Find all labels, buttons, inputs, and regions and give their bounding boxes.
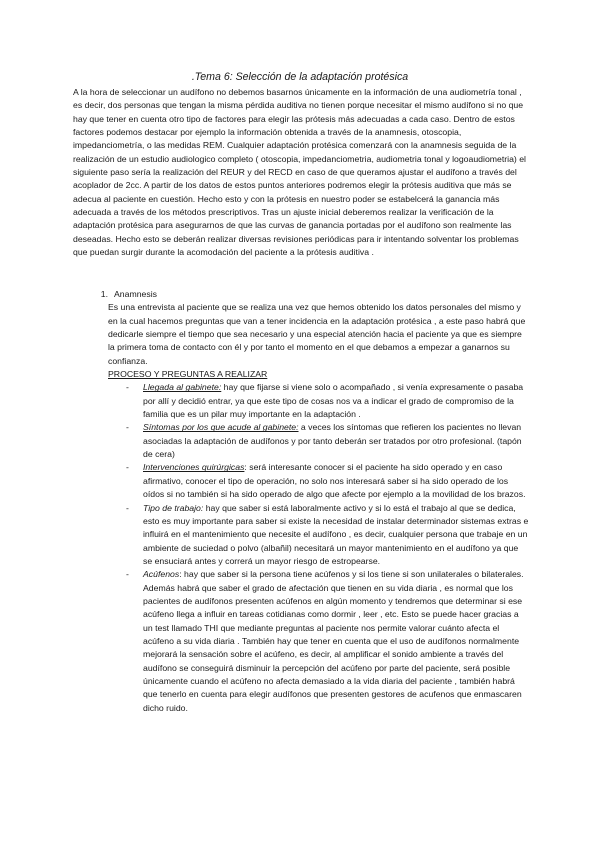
list-item (126, 381, 529, 421)
list-bullet: - (126, 569, 129, 580)
list-item (126, 421, 529, 461)
section-paragraph: Es una entrevista al paciente que se realiza una vez que hemos obtenido los datos personales del mismo y en la cual hacemos preguntas que van a tener incidencia en la adaptación protésica , a este paso habrá que dedicarle siempre el tiempo que sea necesario y una especial atención hacia el paciente ya que es siempre la primera toma de contacto con él y por tanto el momento en el que debamos a empezar a ganarnos su confianza. (108, 302, 526, 366)
item-text: : hay que saber si la persona tiene acúfenos y si los tiene si son unilaterales o bilaterales. Además habrá que saber el grado de afectación que tienen en su vida diaria , es normal que los pacientes de audífonos presenten acúfenos en algún momento y tendremos que determinar si ese acúfeno llega a influir en tareas cotidianas como dormir , leer , etc. Esto se puede hacer gracias a un test llamado THI que mediante preguntas al paciente nos permite valorar cuánto afecta el acúfeno a su vida diaria . También hay que tener en cuenta que el uso de audífonos normalmente mejorará la sensación sobre el acúfeno, es decir, al amplificar el sonido ambiente a través del audífono se conseguirá disminuir la percepción del acúfeno por parte del paciente, será posible únicamente cuando el acúfeno no afecta demasiado a la vida diaria del paciente , también habrá que tenerlo en cuenta para elegir audífonos que presenten gestores de acufenos que enmascaren dicho ruido. (143, 569, 524, 713)
intro-paragraph: A la hora de seleccionar un audífono no debemos basarnos únicamente en la información de una audiometría tonal , es decir, dos personas que tengan la misma pérdida auditiva no tienen porque necesitar el mismo audífono si no que hay que tener en cuenta otro tipo de factores para elegir las prótesis más adecuadas a cada caso. Dentro de estos factores podemos destacar por ejemplo la información obtenida a través de la anamnesis, otoscopia, impedanciometría, o las medidas REM. Cualquier adaptación protésica comenzará con la anamnesis seguida de la realización de un estudio audiologico completo ( otoscopia, impedanciometria, audiometria tonal y logoaudiometria) el siguiente paso sería la realización del REUR y del RECD en caso de que queramos ajustar el audífono a través del acoplador de 2cc. A partir de los datos de estos puntos anteriores podremos elegir la prótesis auditiva que más se adecua al paciente en cuestión. Hecho esto y con la prótesis en nuestro poder se estabelcerá la ganancia más adecuada a través de los métodos prescriptivos. Tras un ajuste inicial deberemos realizar la verificación de la adaptación protésica para asegurarnos de que las curvas de ganancia portadas por el audífono son realmente las deseadas. Hecho esto se deberán realizar diversas revisiones periódicas para ir intentando solventar los problemas que puedan surgir durante la acomodación del paciente a la prótesis auditiva . (73, 87, 526, 258)
section-heading (73, 288, 529, 301)
section-anamnesis (73, 288, 529, 715)
item-lead: Tipo de trabajo: (143, 502, 204, 513)
list-bullet: - (126, 422, 129, 433)
item-text: : será interesante conocer si el paciente ha sido operado y en caso afirmativo, conocer el tipo de operación, no solo nos interesará saber si ha sido operado de los oídos si no también si ha sido operado de algo que afecte por ejemplo a la movilidad de los brazos. (143, 462, 526, 500)
list-bullet: - (126, 502, 129, 513)
list-bullet: - (126, 382, 129, 393)
list-item (126, 502, 529, 569)
list-item (126, 568, 529, 715)
item-lead: Acúfenos (143, 569, 180, 580)
list-item (126, 461, 529, 501)
item-text: a veces los síntomas que refieren los pacientes no llevan asociadas la adaptación de audífonos y por tanto deberán ser tratados por otro profesional. (tapón de cera) (143, 422, 522, 460)
process-subheading: PROCESO Y PREGUNTAS A REALIZAR (108, 369, 268, 380)
item-lead: Llegada al gabinete: (143, 382, 222, 393)
questions-list (73, 381, 529, 715)
item-text: hay que saber si está laboralmente activo y si lo está el trabajo al que se dedica, esto es muy importante para saber si existe la necesidad de instalar determinador sistemas extras e influirá en el mantenimiento que necesite el audífono , es decir, cualquier persona que trabaje en un ambiente de suciedad o polvo (albañil) necesitará un mayor mantenimiento en el audífono ya que se ensuciará antes y correrá un mayor riesgo de estropearse. (143, 502, 529, 566)
section-title: Anamnesis (114, 289, 157, 299)
item-lead: Síntomas por los que acude al gabinete: (143, 422, 299, 433)
item-text: hay que fijarse si viene solo o acompañado , si venía expresamente o pasaba por allí y decidió entrar, ya que este tipo de cosas nos va a indicar el grado de compromiso de la familia que es un pilar muy importante en la adaptación . (143, 382, 524, 420)
section-number: 1. (100, 289, 108, 299)
list-bullet: - (126, 462, 129, 473)
page-title: .Tema 6: Selección de la adaptación protésica (191, 71, 409, 83)
item-lead: Intervenciones quirúrgicas (143, 462, 245, 473)
